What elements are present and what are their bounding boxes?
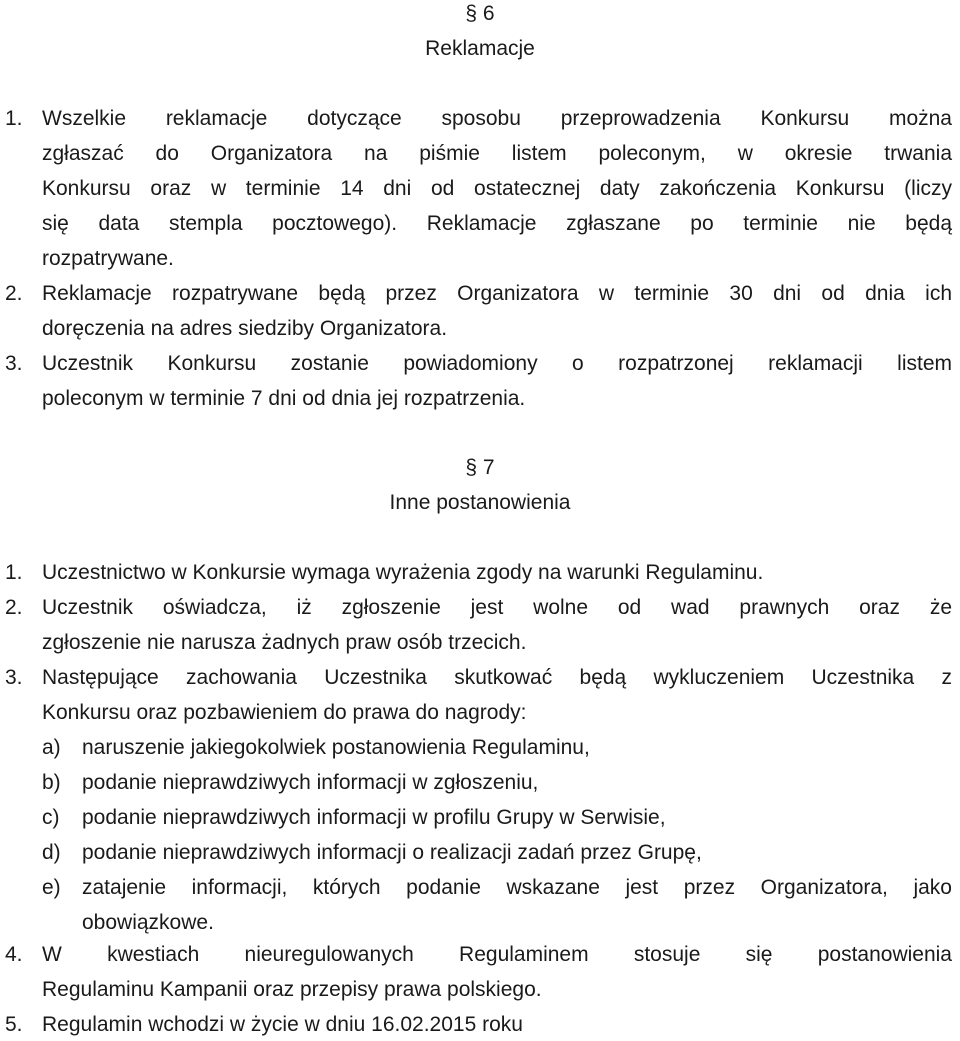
- item-text-line: Konkursu oraz w terminie 14 dni od ostatecznej daty zakończenia Konkursu (liczy: [42, 177, 952, 200]
- sub-item-text-line: obowiązkowe.: [82, 911, 214, 934]
- item-text-line: rozpatrywane.: [42, 247, 174, 270]
- item-number: 1.: [5, 561, 23, 584]
- item-number: 2.: [5, 282, 23, 305]
- item-number: 5.: [5, 1013, 23, 1036]
- item-number: 4.: [5, 943, 23, 966]
- sub-item-label: c): [42, 806, 60, 829]
- item-text-line: Regulaminu Kampanii oraz przepisy prawa polskiego.: [42, 978, 542, 1001]
- section-6-title: Reklamacje: [425, 37, 535, 60]
- section-7-title: Inne postanowienia: [389, 491, 571, 514]
- sub-item-label: e): [42, 876, 61, 899]
- item-text-line: zgłoszenie nie narusza żadnych praw osób trzecich.: [42, 631, 527, 654]
- sub-item-label: a): [42, 736, 61, 759]
- section-6-number: § 6: [465, 2, 495, 25]
- sub-item-text-line: naruszenie jakiegokolwiek postanowienia Regulaminu,: [82, 736, 590, 759]
- item-text-line: Następujące zachowania Uczestnika skutkować będą wykluczeniem Uczestnika z: [42, 666, 952, 689]
- sub-item-text-line: zatajenie informacji, których podanie wskazane jest przez Organizatora, jako: [82, 876, 952, 899]
- item-text-line: się data stempla pocztowego). Reklamacje zgłaszane po terminie nie będą: [42, 212, 952, 235]
- item-text-line: Wszelkie reklamacje dotyczące sposobu przeprowadzenia Konkursu można: [42, 107, 952, 130]
- item-number: 3.: [5, 352, 23, 375]
- item-text-line: Uczestnik Konkursu zostanie powiadomiony o rozpatrzonej reklamacji listem: [42, 352, 952, 375]
- item-text-line: poleconym w terminie 7 dni od dnia jej rozpatrzenia.: [42, 387, 526, 410]
- item-text-line: doręczenia na adres siedziby Organizatora.: [42, 317, 448, 340]
- sub-item-text-line: podanie nieprawdziwych informacji o realizacji zadań przez Grupę,: [82, 841, 702, 864]
- sub-item-label: b): [42, 771, 61, 794]
- item-text-line: W kwestiach nieuregulowanych Regulaminem stosuje się postanowienia: [42, 943, 952, 966]
- sub-item-text-line: podanie nieprawdziwych informacji w profilu Grupy w Serwisie,: [82, 806, 666, 829]
- item-text-line: zgłaszać do Organizatora na piśmie listem poleconym, w okresie trwania: [42, 142, 952, 165]
- section-7-number: § 7: [465, 456, 495, 479]
- sub-item-text-line: podanie nieprawdziwych informacji w zgłoszeniu,: [82, 771, 539, 794]
- item-text-line: Uczestnik oświadcza, iż zgłoszenie jest wolne od wad prawnych oraz że: [42, 596, 952, 619]
- item-text-line: Konkursu oraz pozbawieniem do prawa do nagrody:: [42, 701, 527, 724]
- sub-item-label: d): [42, 841, 61, 864]
- item-number: 2.: [5, 596, 23, 619]
- item-number: 3.: [5, 666, 23, 689]
- item-text-line: Regulamin wchodzi w życie w dniu 16.02.2015 roku: [42, 1013, 523, 1036]
- item-text-line: Reklamacje rozpatrywane będą przez Organizatora w terminie 30 dni od dnia ich: [42, 282, 952, 305]
- item-number: 1.: [5, 107, 23, 130]
- item-text-line: Uczestnictwo w Konkursie wymaga wyrażenia zgody na warunki Regulaminu.: [42, 561, 764, 584]
